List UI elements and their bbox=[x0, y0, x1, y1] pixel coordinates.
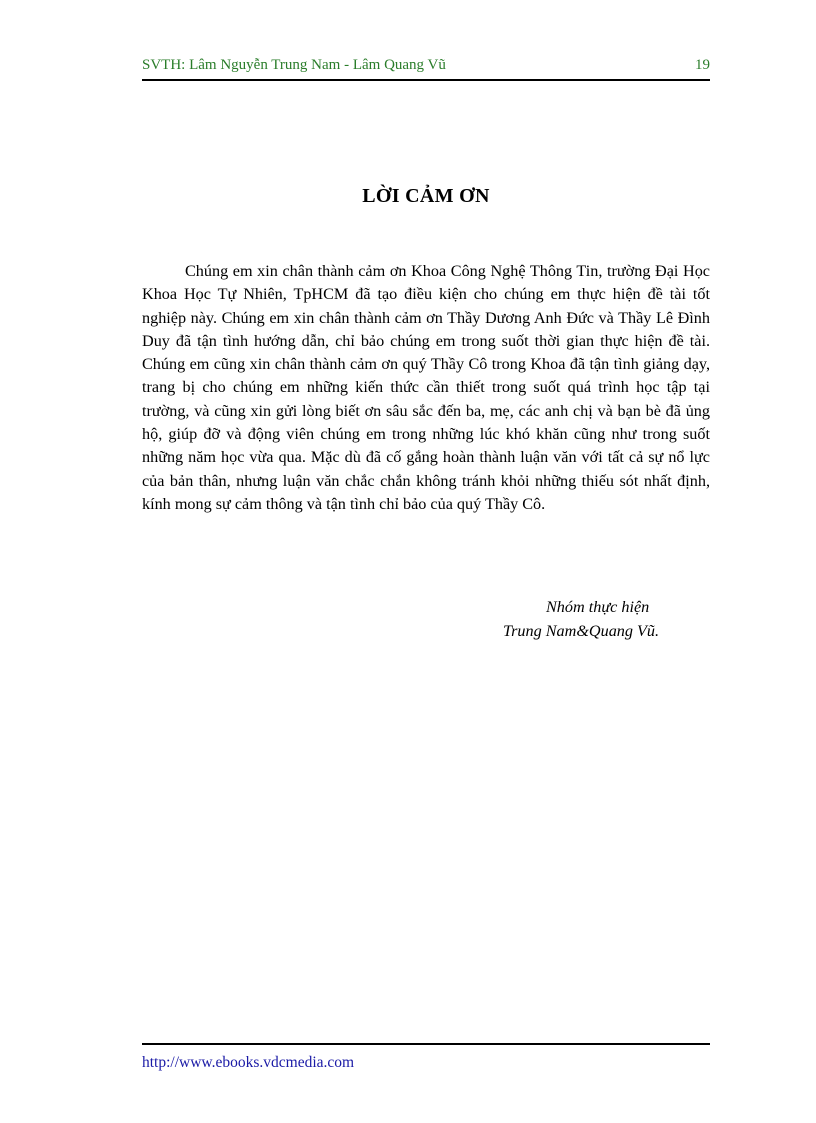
header-author: SVTH: Lâm Nguyễn Trung Nam - Lâm Quang Vũ bbox=[142, 57, 446, 73]
footer-link[interactable]: http://www.ebooks.vdcmedia.com bbox=[142, 1054, 355, 1071]
page-header bbox=[142, 55, 710, 81]
signature-names: Trung Nam&Quang Vũ. bbox=[503, 621, 660, 640]
acknowledgement-paragraph: Chúng em xin chân thành cảm ơn Khoa Công Nghệ Thông Tin, trường Đại Học Khoa Học Tự Nhiên, TpHCM đã tạo điều kiện cho chúng em thực hiện đề tài tốt nghiệp này. Chúng em xin chân thành cảm ơn Thầy Dương Anh Đức và Thầy Lê Đình Duy đã tận tình hướng dẫn, chỉ bảo chúng em trong suốt thời gian thực hiện đề tài. Chúng em cũng xin chân thành cảm ơn quý Thầy Cô trong Khoa đã tận tình giảng dạy, trang bị cho chúng em những kiến thức cần thiết trong suốt quá trình học tập tại trường, và cũng xin gửi lòng biết ơn sâu sắc đến ba, mẹ, các anh chị và bạn bè đã ủng hộ, giúp đỡ và động viên chúng em trong những lúc khó khăn cũng như trong suốt những năm học vừa qua. Mặc dù đã cố gắng hoàn thành luận văn với tất cả sự nổ lực của bản thân, nhưng luận văn chắc chắn không tránh khỏi những thiếu sót nhất định, kính mong sự cảm thông và tận tình chỉ bảo của quý Thầy Cô. bbox=[142, 262, 710, 513]
page-title: LỜI CẢM ƠN bbox=[362, 185, 490, 207]
signature-group: Nhóm thực hiện bbox=[546, 598, 650, 616]
page-number: 19 bbox=[695, 57, 710, 73]
signature-block bbox=[142, 596, 710, 643]
page-footer bbox=[142, 1043, 710, 1075]
